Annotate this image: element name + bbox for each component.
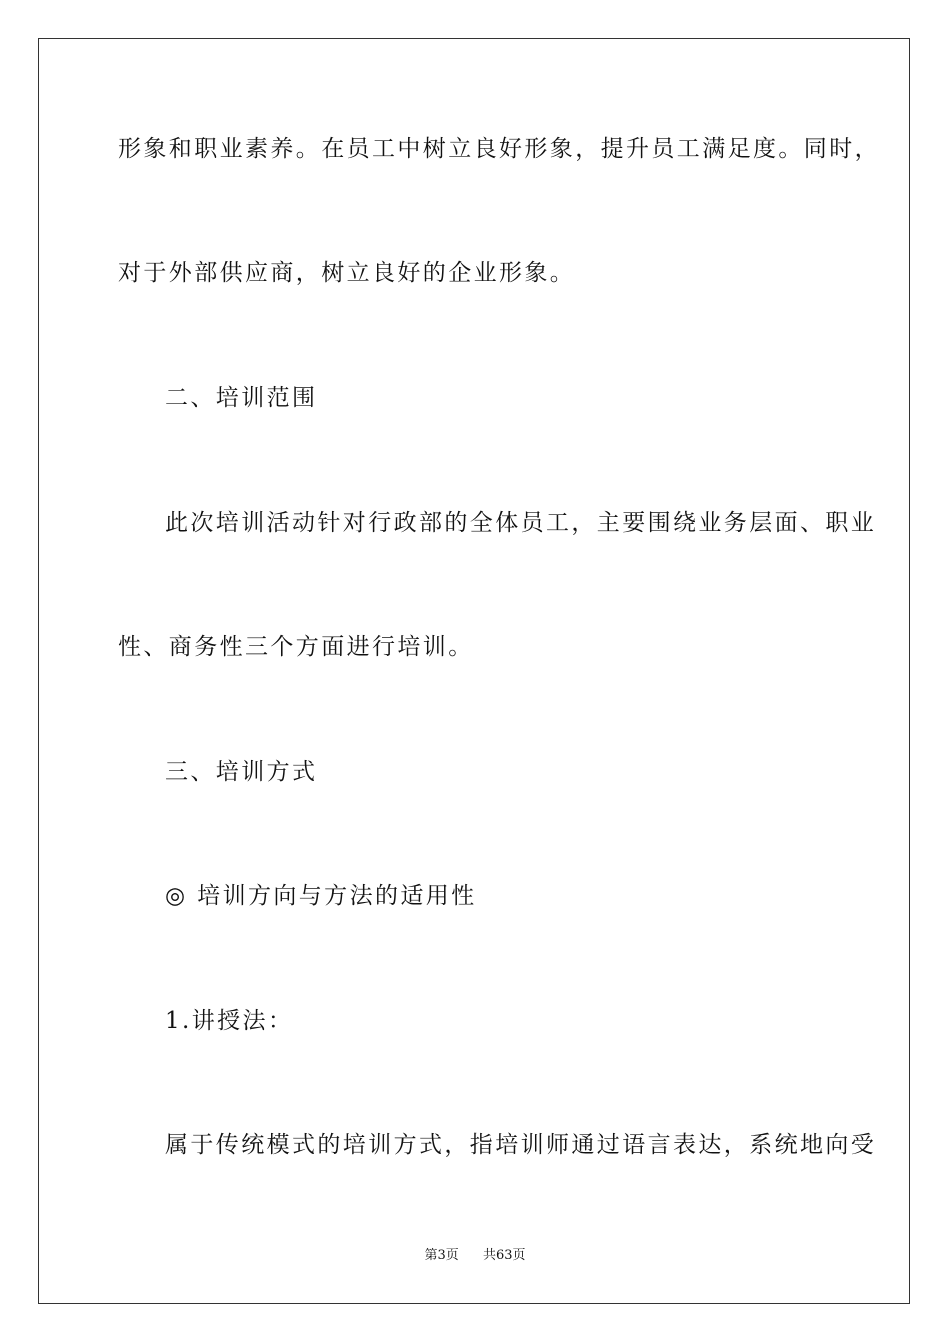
page-number: 第3页 [424, 1248, 459, 1263]
section-heading-scope: 二、培训范围 [165, 385, 318, 411]
paragraph-line-3: 此次培训活动针对行政部的全体员工，主要围绕业务层面、职业 [165, 510, 877, 536]
section-heading-method: 三、培训方式 [165, 759, 318, 785]
page-border [38, 38, 910, 1304]
paragraph-line-2: 对于外部供应商，树立良好的企业形象。 [118, 260, 576, 286]
page-footer [0, 1247, 950, 1265]
list-item-lecture: 1.讲授法： [165, 1008, 294, 1034]
subheading-applicability: ◎ 培训方向与方法的适用性 [165, 883, 477, 909]
paragraph-line-1: 形象和职业素养。在员工中树立良好形象，提升员工满足度。同时， [118, 136, 880, 162]
paragraph-line-5: 属于传统模式的培训方式，指培训师通过语言表达，系统地向受 [165, 1132, 877, 1158]
total-pages: 共63页 [483, 1248, 526, 1263]
paragraph-line-4: 性、商务性三个方面进行培训。 [118, 634, 474, 660]
